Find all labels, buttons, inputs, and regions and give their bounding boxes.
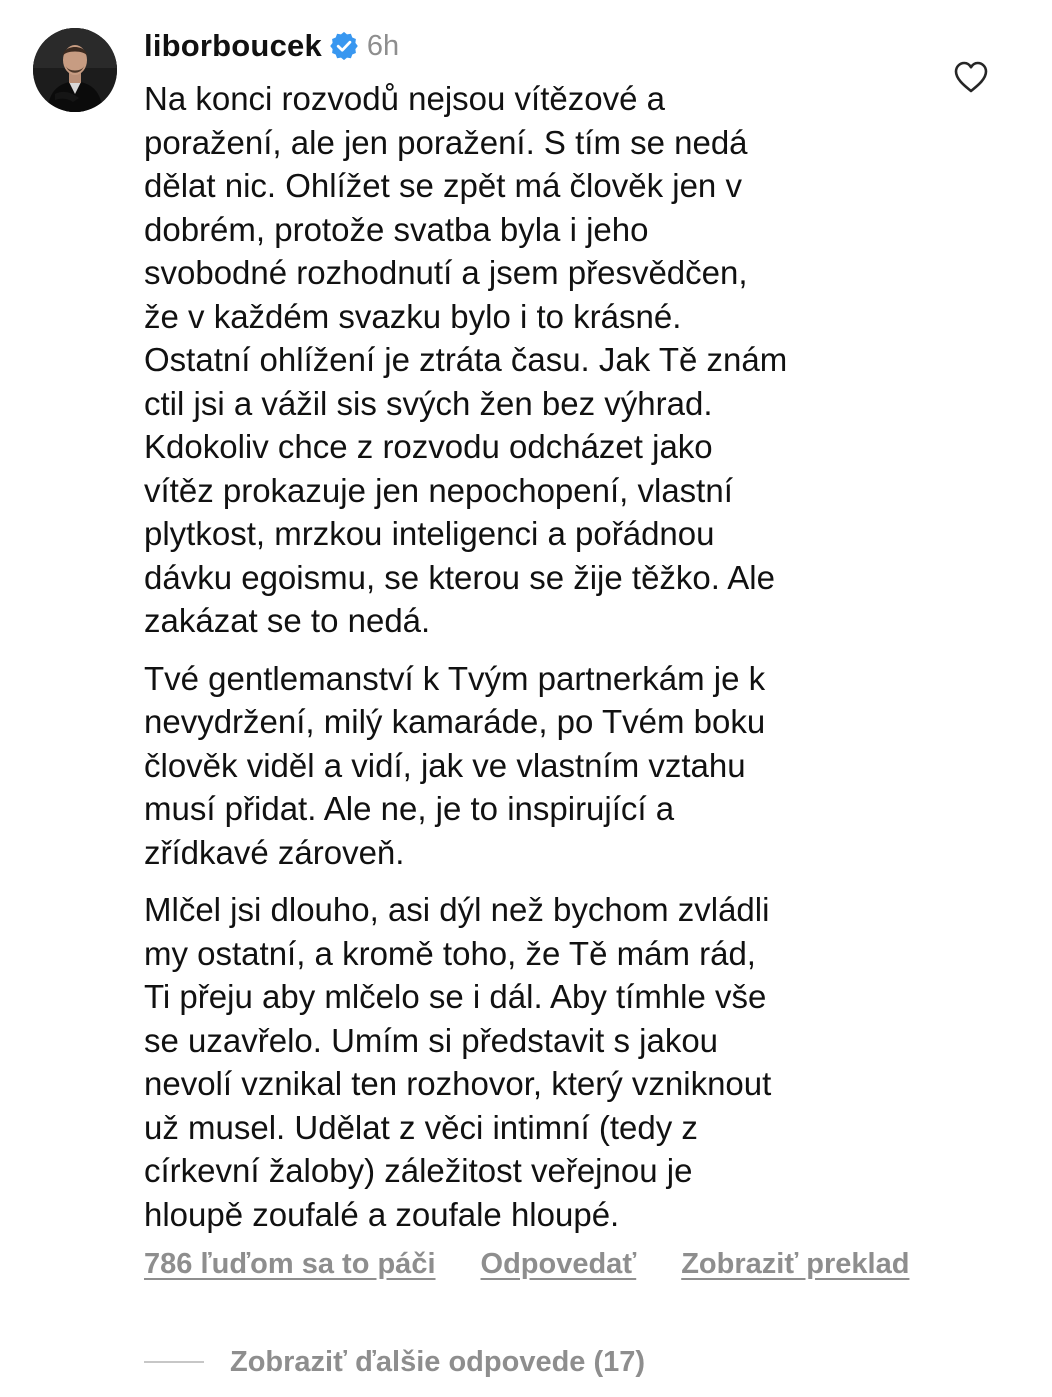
verified-badge-icon (330, 32, 358, 60)
view-more-replies-label: Zobraziť ďalšie odpovede (17) (230, 1345, 646, 1378)
replies-divider-line (144, 1361, 204, 1363)
view-more-replies-button[interactable] (144, 1340, 645, 1384)
comment-text (144, 77, 914, 1250)
username[interactable]: liborboucek (144, 28, 322, 63)
like-button[interactable] (953, 60, 989, 94)
comment-actions (144, 1242, 909, 1286)
comment-header (144, 26, 399, 66)
likes-count-link[interactable]: 786 ľuďom sa to páči (144, 1247, 436, 1280)
comment-paragraph: Tvé gentlemanství k Tvým partnerkám je k nevydržení, milý kamaráde, po Tvém boku člověk viděl a vidí, jak ve vlastním vztahu musí přidat. Ale ne, je to inspirující a zřídkavé zároveň. (144, 659, 766, 871)
timestamp: 6h (366, 29, 400, 62)
reply-button[interactable]: Odpovedať (480, 1247, 637, 1280)
comment-paragraph: Na konci rozvodů nejsou vítězové a poražení, ale jen poražení. S tím se nedá dělat nic. Ohlížet se zpět má člověk jen v dobrém, protože svatba byla i jeho svobodné rozhodnutí a jsem přesvědčen, že v každém svazku bylo i to krásné. Ostatní ohlížení je ztráta času. Jak Tě znám ctil jsi a vážil sis svých žen bez výhrad. Kdokoliv chce z rozvodu odcházet jako vítěz prokazuje jen nepochopení, vlastní plytkost, mrzkou inteligenci a pořádnou dávku egoismu, se kterou se žije těžko. Ale zakázat se to nedá. (144, 80, 788, 639)
translate-button[interactable]: Zobraziť preklad (681, 1247, 910, 1280)
avatar[interactable] (33, 28, 117, 112)
avatar-image (33, 28, 117, 112)
heart-icon (953, 60, 989, 94)
comment-paragraph: Mlčel jsi dlouho, asi dýl než bychom zvládli my ostatní, a kromě toho, že Tě mám rád, Ti přeju aby mlčelo se i dál. Aby tímhle vše se uzavřelo. Umím si představit s jakou nevolí vznikal ten rozhovor, který vzniknout už musel. Udělat z věci intimní (tedy z církevní žaloby) záležitost veřejnou je hloupě zoufalé a zoufale hloupé. (144, 891, 772, 1233)
